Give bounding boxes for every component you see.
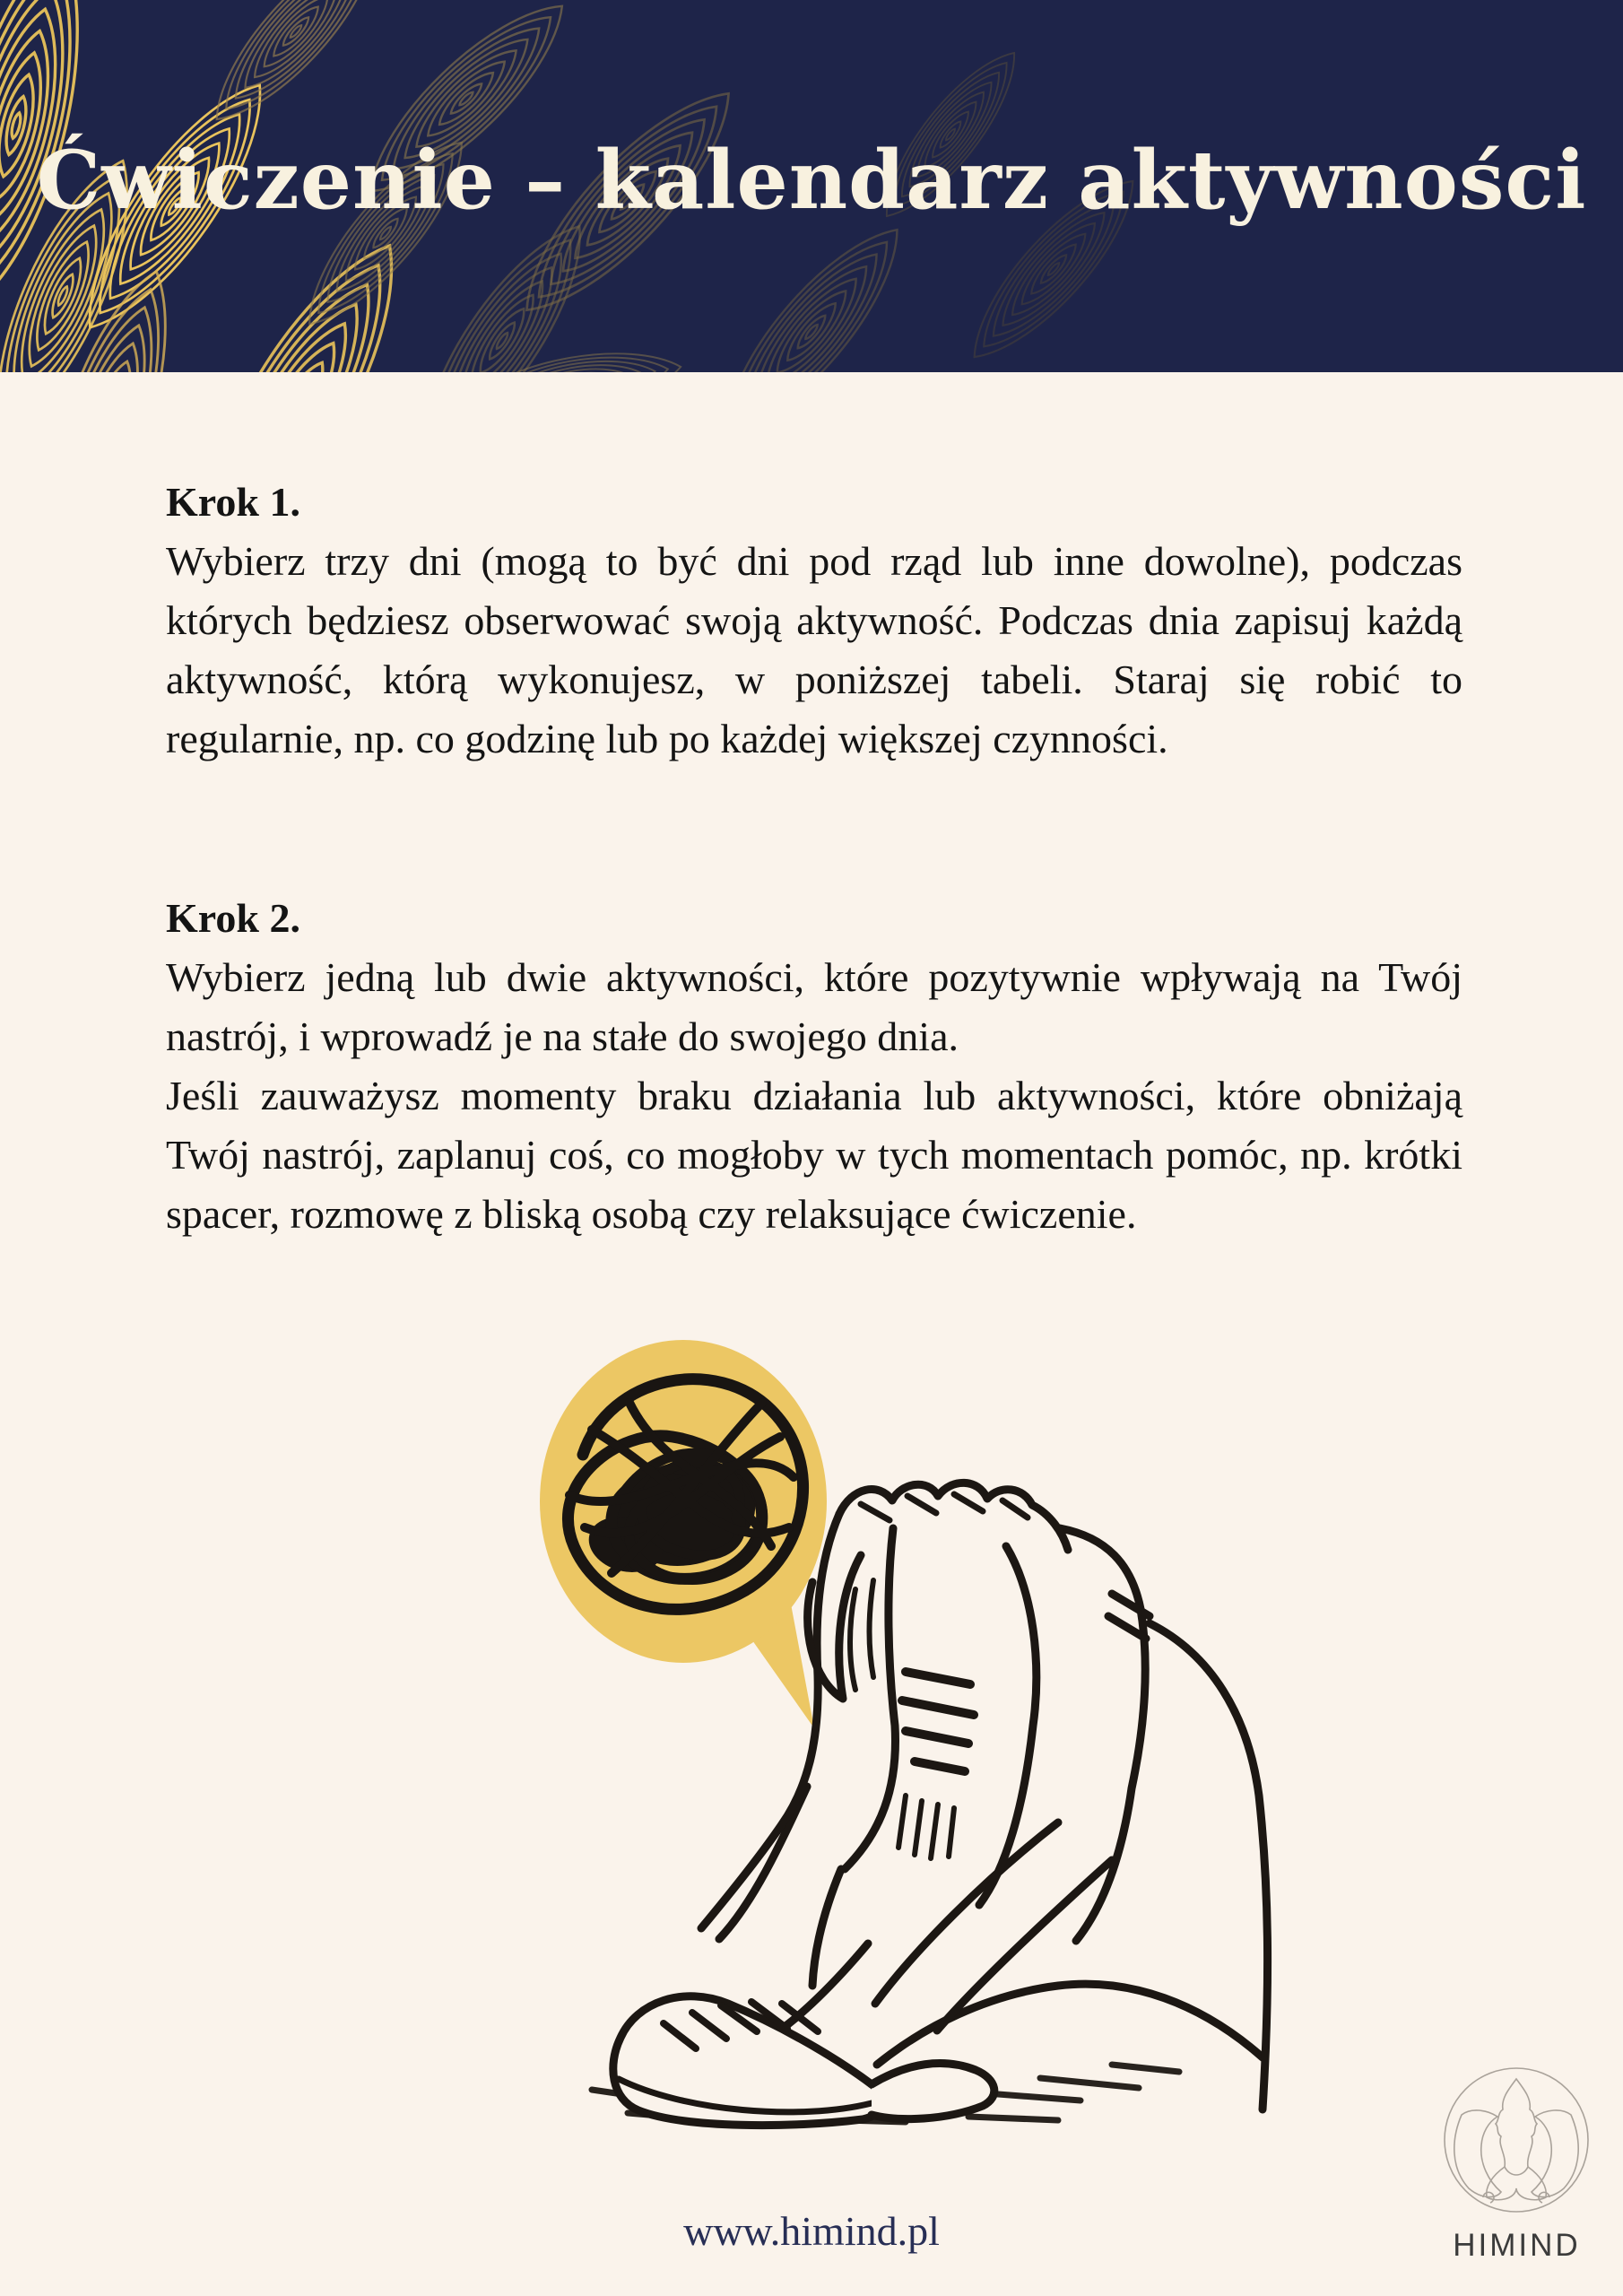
section-step-1 <box>166 473 1462 769</box>
step-2-paragraph-2: Jeśli zauważysz momenty braku działania lub aktywności, które obniżają Twój nastrój, zaplanuj coś, co mogłoby w tych momentach pomóc, np. krótki spacer, rozmowę z bliską osobą czy relaksujące ćwiczenie. <box>166 1073 1462 1237</box>
header-banner <box>0 0 1623 372</box>
section-step-2 <box>166 889 1462 1244</box>
website-url: www.himind.pl <box>683 2208 940 2254</box>
step-2-paragraph-1: Wybierz jedną lub dwie aktywności, które pozytywnie wpływają na Twój nastrój, i wprowadź je na stałe do swojego dnia. <box>166 954 1462 1059</box>
neck-hatching <box>898 1796 954 1858</box>
stressed-person-illustration <box>484 1320 1323 2132</box>
step-1-paragraph: Wybierz trzy dni (mogą to być dni pod rząd lub inne dowolne), podczas których będziesz obserwować swoją aktywność. Podczas dnia zapisuj każdą aktywność, którą wykonujesz, w poniższej tabeli. Staraj się robić to regularnie, np. co godzinę lub po każdej większej czynności. <box>166 538 1462 761</box>
himind-logo-text: HIMIND <box>1453 2228 1581 2263</box>
step-1-heading: Krok 1. <box>166 479 300 525</box>
himind-logo <box>1429 2063 1604 2264</box>
face-shading-hatching <box>902 1672 974 1771</box>
page-title: Ćwiczenie – kalendarz aktywności <box>36 133 1587 228</box>
step-2-heading: Krok 2. <box>166 895 300 941</box>
himind-logo-icon <box>1429 2063 1604 2220</box>
